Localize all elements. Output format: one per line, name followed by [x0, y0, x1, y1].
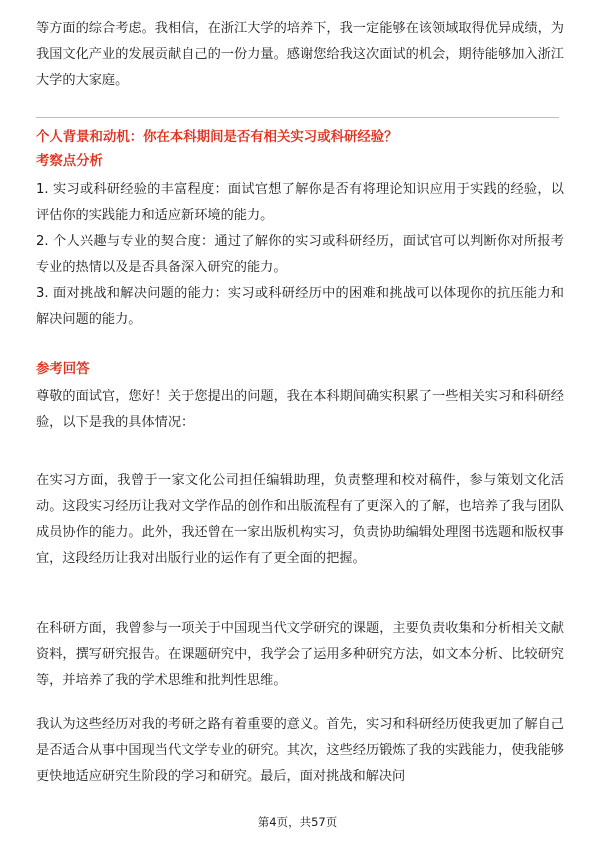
intro-section — [36, 16, 564, 94]
answer-paragraph: 尊敬的面试官，您好！关于您提出的问题，我在本科期间确实积累了一些相关实习和科研经验，以下是我的具体情况： — [36, 389, 564, 430]
question-title: 个人背景和动机：你在本科期间是否有相关实习或科研经验？ — [36, 130, 398, 145]
answer-paragraph: 在科研方面，我曾参与一项关于中国现当代文学研究的课题，主要负责收集和分析相关文献资料，撰写研究报告。在课题研究中，我学会了运用多种研究方法，如文本分析、比较研究等，并培养了我的学术思维和批判性思维。 — [36, 621, 564, 688]
section-divider — [36, 117, 559, 118]
question-title-block — [36, 128, 564, 148]
answer-paragraph-block — [36, 384, 564, 436]
analysis-point: 2. 个人兴趣与专业的契合度：通过了解你的实习或科研经历，面试官可以判断你对所报考专业的热情以及是否具备深入研究的能力。 — [36, 234, 564, 275]
analysis-point: 1. 实习或科研经验的丰富程度：面试官想了解你是否有将理论知识应用于实践的经验，以评估你的实践能力和适应新环境的能力。 — [36, 182, 564, 223]
answer-heading: 参考回答 — [36, 362, 90, 377]
analysis-points — [36, 177, 564, 333]
answer-paragraph-block — [36, 468, 564, 572]
answer-paragraph: 我认为这些经历对我的考研之路有着重要的意义。首先，实习和科研经历使我更加了解自己是否适合从事中国现当代文学专业的研究。其次，这些经历锻炼了我的实践能力，使我能够更快地适应研究生阶段的学习和研究。最后，面对挑战和解决问 — [36, 717, 564, 784]
analysis-point: 3. 面对挑战和解决问题的能力：实习或科研经历中的困难和挑战可以体现你的抗压能力和解决问题的能力。 — [36, 286, 564, 327]
page-number-label: 第4页，共57页 — [257, 815, 338, 829]
page-footer — [0, 814, 595, 830]
answer-heading-block — [36, 360, 564, 380]
analysis-heading-block — [36, 152, 564, 172]
answer-paragraph-block — [36, 712, 564, 790]
intro-paragraph: 等方面的综合考虑。我相信，在浙江大学的培养下，我一定能够在该领域取得优异成绩，为我国文化产业的发展贡献自己的一份力量。感谢您给我这次面试的机会，期待能够加入浙江大学的大家庭。 — [36, 21, 564, 88]
answer-paragraph: 在实习方面，我曾于一家文化公司担任编辑助理，负责整理和校对稿件，参与策划文化活动。这段实习经历让我对文学作品的创作和出版流程有了更深入的了解，也培养了我与团队成员协作的能力。此外，我还曾在一家出版机构实习，负责协助编辑处理图书选题和版权事宜，这段经历让我对出版行业的运作有了更全面的把握。 — [36, 473, 564, 566]
answer-paragraph-block — [36, 616, 564, 694]
analysis-heading: 考察点分析 — [36, 154, 103, 169]
